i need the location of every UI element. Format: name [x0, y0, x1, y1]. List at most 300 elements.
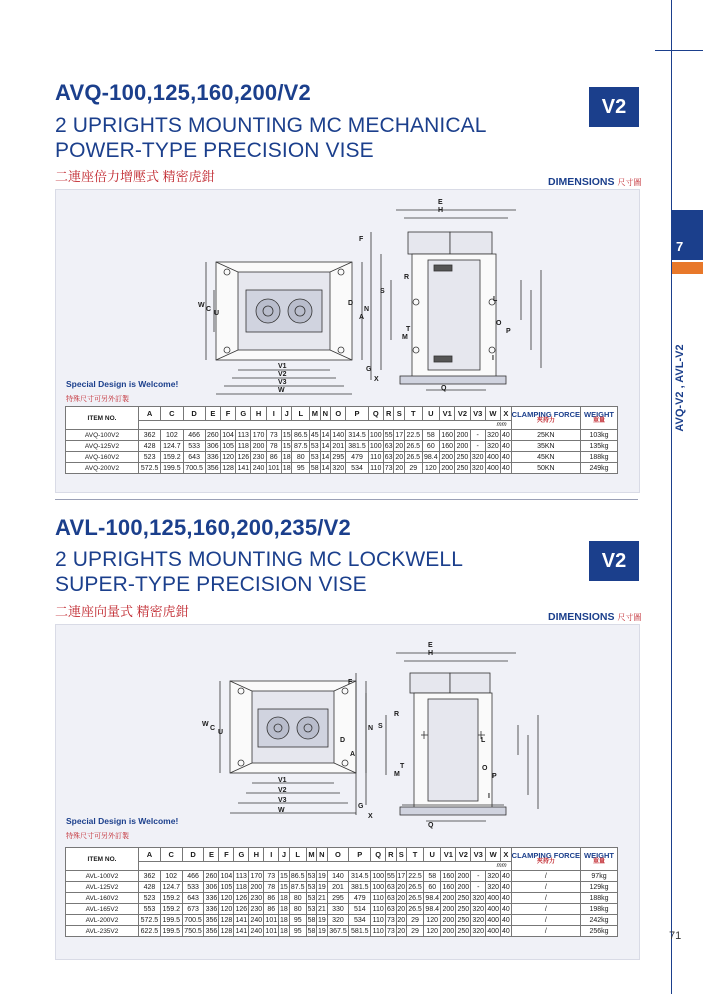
special-design-2: Special Design is Welcome! [66, 816, 179, 826]
value-cell: 53 [307, 894, 316, 902]
table-row [66, 904, 618, 915]
value-cell: 250 [457, 905, 470, 913]
value-cell: 40 [501, 431, 510, 439]
value-cell: 128 [222, 464, 234, 472]
value-cell: 100 [372, 872, 385, 880]
value-cell: 250 [457, 916, 470, 924]
value-cell: 95 [289, 926, 306, 937]
value-cell: 200 [457, 872, 470, 880]
value-cell: 26.5 [406, 453, 421, 461]
value-cell: 320 [487, 442, 499, 450]
value-cell: 53 [310, 453, 319, 461]
value-cell: 523 [139, 893, 161, 904]
value-cell: 105 [220, 883, 233, 891]
label-u: U [218, 729, 224, 736]
value-cell: 26.5 [408, 894, 422, 902]
value-cell: 140 [332, 431, 345, 439]
subtitle-1b: POWER-TYPE PRECISION VISE [55, 139, 374, 162]
value-cell: 21 [317, 905, 326, 913]
value-cell: 80 [292, 452, 310, 463]
value-cell: 87.5 [290, 883, 305, 891]
value-cell: 73 [386, 927, 395, 935]
value-cell: 26.5 [408, 883, 422, 891]
value-cell: 120 [422, 463, 440, 474]
value-cell: 320 [487, 431, 499, 439]
value-cell: 20 [397, 916, 406, 924]
value-cell: 40 [502, 883, 510, 891]
value-cell: 572.5 [139, 463, 161, 474]
value-cell: 160 [442, 883, 455, 891]
item-cell: AVQ-200V2 [66, 463, 139, 474]
side-rule [671, 0, 672, 994]
value-cell: 63 [386, 894, 395, 902]
value-cell: 53 [307, 883, 316, 891]
value-cell: 20 [397, 883, 406, 891]
column-header: O [327, 848, 349, 862]
force-cell: 35KN [511, 441, 580, 452]
value-cell: 362 [139, 871, 161, 882]
value-cell: 22.5 [408, 872, 422, 880]
weight-header [581, 407, 618, 430]
value-cell: 86.5 [290, 872, 305, 880]
value-cell: 86 [264, 904, 279, 915]
value-cell: 750.5 [182, 926, 204, 937]
value-cell: 18 [280, 905, 288, 913]
value-cell: 514 [349, 904, 371, 915]
value-cell: 306 [207, 442, 219, 450]
column-header: V3 [471, 848, 486, 862]
table-row [66, 893, 618, 904]
value-cell: 230 [252, 453, 265, 461]
clamping-force-label: CLAMPING FORCE [511, 410, 580, 419]
value-cell: 40 [502, 927, 510, 935]
value-cell: 86 [266, 452, 281, 463]
value-cell: 126 [237, 453, 250, 461]
label-a: A [359, 314, 365, 321]
value-cell: 19 [317, 872, 326, 880]
value-cell: 295 [327, 893, 349, 904]
value-cell: 18 [280, 927, 288, 935]
value-cell: 19 [317, 883, 326, 891]
value-cell: 479 [349, 893, 371, 904]
value-cell: 113 [235, 872, 247, 880]
table-row [66, 430, 618, 441]
value-cell: 128 [220, 916, 233, 924]
value-cell: 200 [442, 916, 455, 924]
item-cell: AVL-165V2 [66, 904, 139, 915]
value-cell: 101 [267, 464, 280, 472]
label-o: O [482, 765, 488, 772]
value-cell: 110 [372, 916, 384, 924]
column-header: S [394, 407, 405, 421]
value-cell: 73 [386, 916, 395, 924]
value-cell: 673 [182, 904, 204, 915]
label-f: F [348, 679, 353, 686]
table-row [66, 463, 618, 474]
subtitle-2b: SUPER-TYPE PRECISION VISE [55, 573, 367, 596]
item-cell: AVQ-125V2 [66, 441, 139, 452]
table-row [66, 871, 618, 882]
value-cell: 45 [310, 431, 319, 439]
value-cell: 15 [282, 442, 291, 450]
column-header: V2 [455, 407, 470, 421]
value-cell: 400 [487, 916, 500, 924]
label-v3: V3 [278, 797, 287, 804]
value-cell: 260 [205, 872, 218, 880]
value-cell: 58 [422, 430, 440, 441]
value-cell: 14 [321, 464, 330, 472]
column-header: E [204, 848, 219, 862]
value-cell: 120 [220, 905, 233, 913]
value-cell: 428 [139, 441, 161, 452]
column-header: S [396, 848, 406, 862]
value-cell: 40 [501, 453, 510, 461]
value-cell: 126 [235, 894, 248, 902]
force-cell: / [511, 871, 580, 882]
weight-label: WEIGHT [584, 410, 614, 419]
spec-table-2 [65, 847, 618, 937]
section-separator [55, 499, 638, 500]
label-t: T [400, 763, 405, 770]
label-c: C [210, 725, 216, 732]
weight-header [581, 848, 618, 871]
column-header: I [266, 407, 281, 421]
label-v1: V1 [278, 363, 287, 370]
value-cell: 86 [264, 893, 279, 904]
value-cell: 26.5 [408, 905, 422, 913]
value-cell: 118 [236, 441, 251, 452]
item-header: ITEM NO. [66, 407, 139, 430]
clamping-force-label-cn: 夾持力 [536, 859, 555, 865]
label-x: X [368, 813, 373, 820]
item-cell: AVL-160V2 [66, 893, 139, 904]
label-h: H [438, 207, 444, 214]
value-cell: 170 [250, 872, 263, 880]
value-cell: 320 [472, 905, 485, 913]
value-cell: 40 [501, 442, 510, 450]
value-cell: 110 [372, 927, 384, 935]
table-row [66, 882, 618, 893]
column-header: M [306, 848, 316, 862]
value-cell: 428 [139, 882, 161, 893]
value-cell: 73 [384, 464, 393, 472]
value-cell: 320 [472, 927, 485, 935]
chinese-title-2: 二連座向量式 精密虎鉗 [55, 604, 189, 619]
label-w2: W [278, 387, 285, 394]
value-cell: 362 [139, 430, 161, 441]
value-cell: 581.5 [349, 926, 371, 937]
value-cell: 80 [289, 893, 306, 904]
value-cell: 533 [182, 882, 204, 893]
value-cell: 200 [252, 442, 265, 450]
value-cell: 199.5 [161, 463, 183, 474]
spec-table-1 [65, 406, 618, 474]
value-cell: 14 [321, 442, 330, 450]
value-cell: 356 [207, 464, 219, 472]
column-header: P [349, 848, 371, 862]
value-cell: 400 [487, 453, 499, 461]
column-header: H [251, 407, 266, 421]
value-cell: 53 [307, 872, 316, 880]
value-cell: 20 [397, 927, 406, 935]
unit-cell: mm [139, 862, 512, 871]
label-n: N [368, 725, 374, 732]
value-cell: 53 [310, 442, 319, 450]
column-header: U [422, 407, 440, 421]
dimensions-label-2: DIMENSIONS 尺寸圖 [548, 611, 642, 623]
value-cell: 26.5 [406, 442, 421, 450]
table-row [66, 926, 618, 937]
label-r: R [404, 274, 410, 281]
value-cell: 230 [250, 894, 263, 902]
label-r: R [394, 711, 400, 718]
value-cell: 15 [280, 883, 288, 891]
value-cell: 120 [220, 894, 233, 902]
label-a: A [350, 751, 356, 758]
value-cell: 60 [424, 882, 441, 893]
value-cell: 159.2 [160, 893, 182, 904]
label-e: E [428, 642, 433, 649]
value-cell: 29 [405, 463, 423, 474]
special-design-1: Special Design is Welcome! [66, 379, 179, 389]
value-cell: 400 [487, 927, 500, 935]
value-cell: 98.4 [425, 894, 440, 902]
label-p: P [492, 773, 497, 780]
value-cell: 240 [252, 464, 265, 472]
column-header: J [279, 848, 289, 862]
value-cell: 306 [205, 883, 218, 891]
label-v3: V3 [278, 379, 287, 386]
label-s: S [380, 288, 385, 295]
column-header: G [236, 407, 251, 421]
value-cell: 22.5 [406, 431, 421, 439]
label-w: W [198, 302, 205, 309]
value-cell: 78 [264, 882, 279, 893]
force-cell: / [511, 904, 580, 915]
value-cell: 314.5 [349, 871, 371, 882]
unit-cell: mm [139, 421, 512, 430]
column-header: T [406, 848, 423, 862]
label-w: W [202, 721, 209, 728]
value-cell: 200 [457, 883, 470, 891]
v2-badge-1: V2 [589, 87, 639, 127]
value-cell: 159.2 [160, 904, 182, 915]
column-header: Q [371, 848, 386, 862]
column-header: D [182, 848, 204, 862]
label-m: M [402, 334, 408, 341]
value-cell: 20 [395, 464, 404, 472]
value-cell: 60 [422, 441, 440, 452]
item-cell: AVL-200V2 [66, 915, 139, 926]
value-cell: 330 [327, 904, 349, 915]
item-cell: AVQ-160V2 [66, 452, 139, 463]
value-cell: 95 [292, 463, 310, 474]
value-cell: 40 [502, 872, 510, 880]
chapter-accent [672, 262, 703, 274]
chapter-number: 7 [676, 239, 684, 254]
clamping-force-header [511, 848, 580, 871]
value-cell: - [470, 430, 485, 441]
value-cell: 110 [368, 463, 383, 474]
value-cell: 120 [424, 915, 441, 926]
value-cell: 63 [384, 442, 393, 450]
value-cell: 140 [327, 871, 349, 882]
value-cell: 320 [472, 916, 485, 924]
label-g: G [366, 366, 372, 373]
value-cell: 40 [502, 894, 510, 902]
value-cell: 128 [220, 927, 233, 935]
value-cell: 250 [456, 464, 469, 472]
label-v2: V2 [278, 787, 287, 794]
value-cell: 320 [327, 915, 349, 926]
column-header: W [485, 407, 500, 421]
value-cell: 98.4 [424, 453, 438, 461]
value-cell: 200 [441, 453, 454, 461]
weight-cell: 242kg [581, 915, 618, 926]
value-cell: 479 [346, 452, 368, 463]
weight-label-cn: 重量 [592, 418, 605, 424]
label-q: Q [441, 385, 447, 392]
value-cell: 58 [307, 916, 316, 924]
column-header: L [292, 407, 310, 421]
weight-label: WEIGHT [584, 851, 614, 860]
value-cell: 320 [487, 883, 500, 891]
corner-rule [655, 50, 703, 51]
value-cell: 14 [321, 431, 330, 439]
value-cell: 118 [235, 883, 247, 891]
table-header-row [66, 407, 618, 421]
value-cell: 80 [289, 904, 306, 915]
value-cell: 240 [250, 916, 263, 924]
value-cell: 381.5 [346, 441, 368, 452]
value-cell: 295 [332, 453, 345, 461]
column-header: V1 [440, 407, 455, 421]
value-cell: 18 [280, 894, 288, 902]
value-cell: 250 [456, 453, 469, 461]
clamping-force-label: CLAMPING FORCE [511, 851, 580, 860]
value-cell: 63 [384, 453, 393, 461]
label-o: O [496, 320, 502, 327]
value-cell: 19 [317, 927, 326, 935]
value-cell: 170 [252, 431, 265, 439]
value-cell: 101 [265, 927, 278, 935]
item-cell: AVL-235V2 [66, 926, 139, 937]
value-cell: 20 [395, 453, 404, 461]
v2-badge-2: V2 [589, 541, 639, 581]
value-cell: 250 [457, 927, 470, 935]
value-cell: 21 [317, 894, 326, 902]
table-row [66, 452, 618, 463]
column-header: F [219, 848, 234, 862]
table-header-row [66, 848, 618, 862]
weight-cell: 188kg [581, 893, 618, 904]
clamping-force-label-cn: 夾持力 [536, 418, 555, 424]
column-header: J [281, 407, 292, 421]
value-cell: 320 [487, 872, 500, 880]
value-cell: 55 [384, 431, 393, 439]
page-number: 71 [669, 930, 682, 942]
force-cell: / [511, 915, 580, 926]
value-cell: 533 [183, 441, 205, 452]
column-header: F [220, 407, 235, 421]
value-cell: 200 [442, 927, 455, 935]
value-cell: 200 [456, 442, 469, 450]
column-header: N [317, 848, 327, 862]
item-header: ITEM NO. [66, 848, 139, 871]
clamping-force-header [511, 407, 580, 430]
label-d: D [340, 737, 346, 744]
item-cell: AVL-125V2 [66, 882, 139, 893]
label-l: L [493, 296, 498, 303]
force-cell: / [511, 882, 580, 893]
value-cell: 314.5 [346, 430, 368, 441]
item-cell: AVQ-100V2 [66, 430, 139, 441]
column-header: V1 [441, 848, 456, 862]
value-cell: 622.5 [139, 926, 161, 937]
column-header: W [486, 848, 501, 862]
value-cell: 534 [349, 915, 371, 926]
value-cell: 53 [307, 905, 316, 913]
value-cell: 320 [332, 464, 345, 472]
value-cell: 110 [368, 452, 383, 463]
value-cell: 320 [472, 894, 485, 902]
value-cell: 240 [250, 927, 263, 935]
column-header: P [346, 407, 368, 421]
value-cell: 400 [487, 894, 500, 902]
force-cell: / [511, 893, 580, 904]
value-cell: 126 [235, 905, 248, 913]
weight-cell: 103kg [581, 430, 618, 441]
value-cell: 534 [346, 463, 368, 474]
value-cell: 320 [471, 453, 484, 461]
value-cell: 199.5 [160, 926, 182, 937]
label-v1: V1 [278, 777, 287, 784]
value-cell: 58 [310, 464, 319, 472]
column-header: L [289, 848, 306, 862]
column-header: V2 [456, 848, 471, 862]
chinese-title-1: 二連座倍力增壓式 精密虎鉗 [55, 169, 215, 184]
label-d: D [348, 300, 354, 307]
value-cell: 20 [397, 894, 406, 902]
value-cell: 40 [502, 905, 510, 913]
value-cell: 336 [205, 905, 218, 913]
value-cell: 95 [289, 915, 306, 926]
weight-cell: 249kg [581, 463, 618, 474]
value-cell: 400 [487, 905, 500, 913]
value-cell: 104 [222, 431, 234, 439]
column-header: E [205, 407, 220, 421]
value-cell: 73 [264, 871, 279, 882]
value-cell: 104 [220, 872, 233, 880]
value-cell: 15 [280, 872, 288, 880]
value-cell: 18 [280, 916, 288, 924]
value-cell: 29 [406, 926, 423, 937]
value-cell: 201 [332, 442, 345, 450]
value-cell: 367.5 [327, 926, 349, 937]
column-header: Q [368, 407, 383, 421]
weight-cell: 256kg [581, 926, 618, 937]
value-cell: 120 [222, 453, 234, 461]
value-cell: 250 [457, 894, 470, 902]
value-cell: 643 [183, 452, 205, 463]
value-cell: 200 [442, 894, 455, 902]
item-cell: AVL-100V2 [66, 871, 139, 882]
value-cell: 200 [442, 905, 455, 913]
value-cell: 523 [139, 452, 161, 463]
value-cell: 40 [502, 916, 510, 924]
value-cell: 466 [183, 430, 205, 441]
value-cell: - [470, 441, 485, 452]
